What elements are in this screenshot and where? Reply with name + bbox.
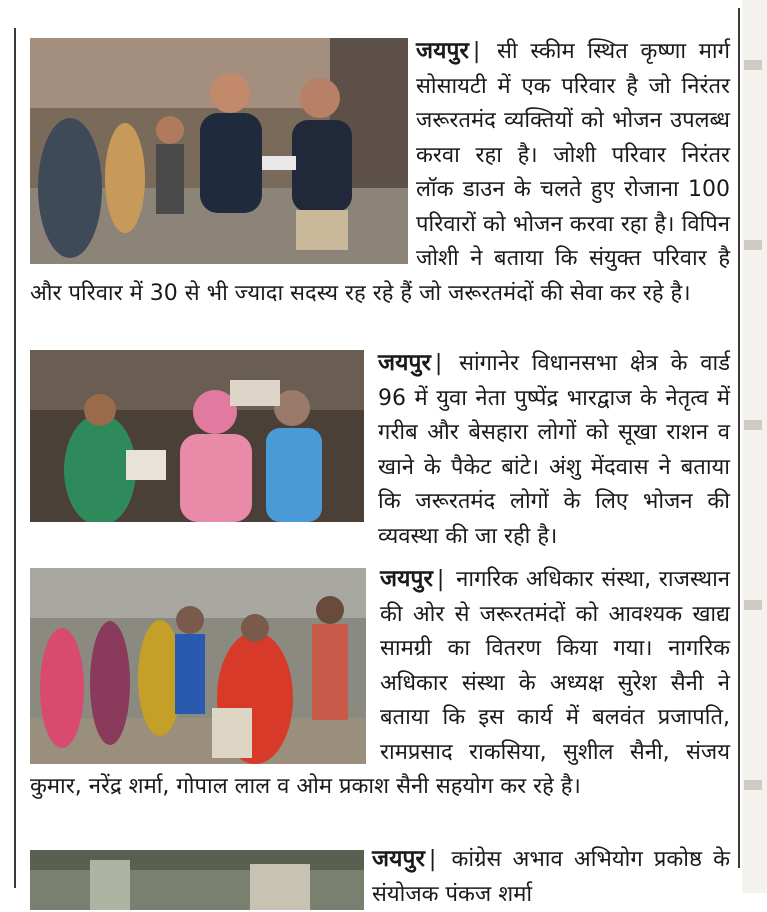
dateline-separator: |: [428, 847, 437, 872]
dateline: जयपुर: [378, 350, 431, 376]
news-brief-3: [30, 562, 730, 805]
dateline: जयपुर: [372, 846, 425, 872]
dateline-separator: |: [436, 567, 445, 592]
photo-grain-distribution-crowd: [30, 568, 366, 764]
column-rule-left: [14, 28, 16, 888]
photo-ration-distribution-night: [30, 350, 364, 522]
dateline: जयपुर: [416, 38, 469, 64]
article-body: नागरिक अधिकार संस्था, राजस्थान की ओर से जरूरतमंदों को आवश्यक खाद्य सामग्री का वितरण किया गया। नागरिक अधिकार संस्था के अध्यक्ष सुरेश सैनी ने बताया कि इस कार्य में बलवंत प्रजापति, रामप्रसाद राकसिया, सुशील सैनी, संजय कुमार, नरेंद्र शर्मा, गोपाल लाल व ओम प्रकाश सैनी सहयोग कर रहे है।: [30, 567, 731, 799]
news-brief-1: [30, 34, 730, 311]
article-body: कांग्रेस अभाव अभियोग प्रकोष्ठ के संयोजक पंकज शर्मा: [372, 847, 730, 907]
dateline: जयपुर: [380, 566, 433, 592]
article-body: सांगानेर विधानसभा क्षेत्र के वार्ड 96 में युवा नेता पुष्पेंद्र भारद्वाज के नेतृत्व में गरीब और बेसहारा लोगों को सूखा राशन व खाने के पैकेट बांटे। अंशु मेंदवास ने बताया कि जरूरतमंद लोगों के लिए भोजन की व्यवस्था की जा रही है।: [378, 351, 730, 549]
dateline-separator: |: [472, 39, 481, 64]
column-rule-right: [738, 8, 740, 868]
photo-food-distribution-street: [30, 38, 408, 264]
photo-partial: [30, 850, 364, 910]
article-body: सी स्कीम स्थित कृष्णा मार्ग सोसायटी में एक परिवार है जो निरंतर जरूरतमंद व्यक्तियों को भोजन उपलब्ध करवा रहा है। जोशी परिवार निरंतर लॉक डाउन के चलते हुए रोजाना 100 परिवारों को भोजन करवा रहा है। विपिन जोशी ने बताया कि संयुक्त परिवार है और परिवार में 30 से भी ज्यादा सदस्य रह रहे हैं जो जरूरतमंदों की सेवा कर रहे है।: [30, 39, 730, 306]
news-brief-2: [30, 346, 730, 554]
news-brief-4: [30, 842, 730, 912]
dateline-separator: |: [434, 351, 443, 376]
adjacent-column-strip: [742, 0, 767, 893]
